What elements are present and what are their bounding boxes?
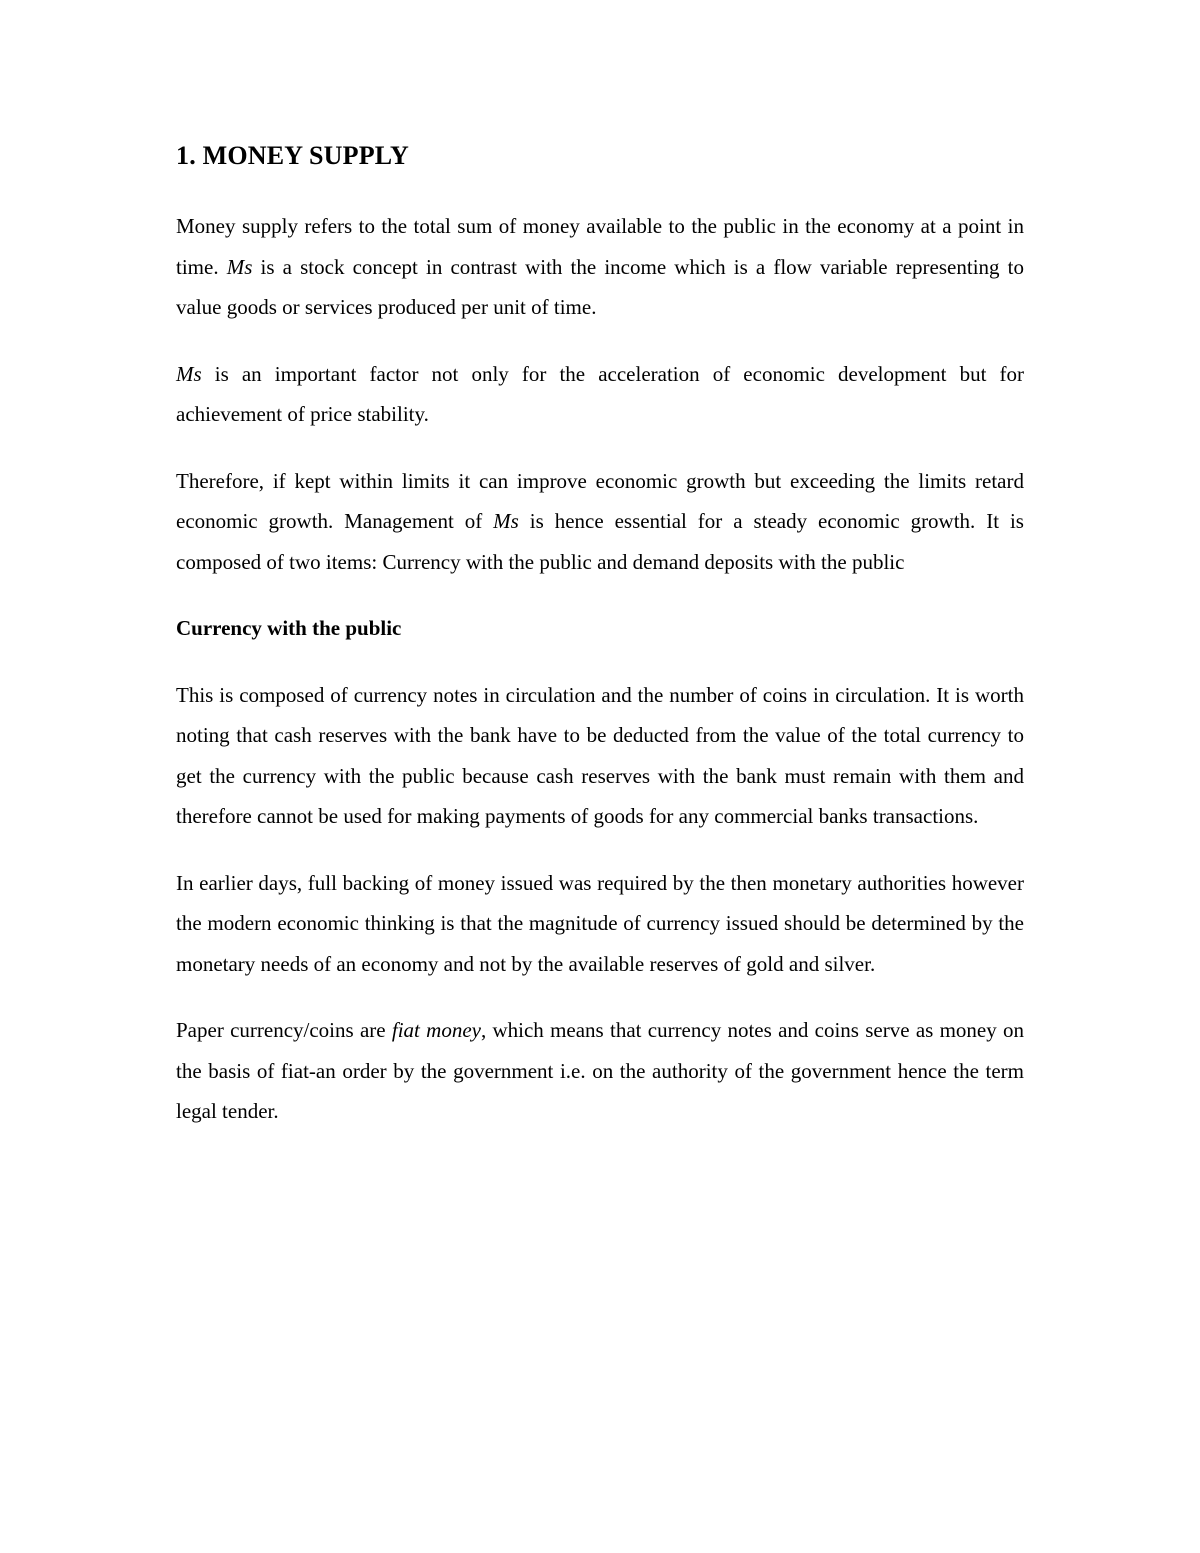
paragraph-definition	[176, 206, 1024, 328]
ms-term: Ms	[493, 509, 519, 533]
document-page	[176, 137, 1024, 1158]
section-heading: 1. MONEY SUPPLY	[176, 141, 409, 170]
paragraph-fiat-text-b: , which means that currency notes and coins serve as money on the basis of fiat-an order by the government i.e. on the authority of the government hence the term legal tender.	[176, 1018, 1025, 1123]
paragraph-fiat-text-a: Paper currency/coins are	[176, 1018, 392, 1042]
subheading-currency: Currency with the public	[176, 616, 402, 640]
paragraph-limits-text-b: is hence essential for a steady economic growth. It is composed of two items: Currency with the public and demand deposits with the public	[176, 509, 1024, 574]
ms-term: Ms	[226, 254, 253, 279]
paragraph-definition-text-a: Money supply refers to the total sum of money available to the public in the economy at a point in time.	[176, 214, 1024, 279]
paragraph-fiat	[176, 1010, 1024, 1132]
paragraph-limits-text-a: Therefore, if kept within limits it can improve economic growth but exceeding the limits retard economic growth. Management of	[176, 468, 1024, 533]
ms-term: Ms	[176, 361, 202, 386]
paragraph-importance-text: is an important factor not only for the acceleration of economic development but for achievement of price stability.	[176, 361, 1024, 426]
paragraph-importance	[176, 354, 1024, 435]
paragraph-currency: This is composed of currency notes in circulation and the number of coins in circulation. It is worth noting that cash reserves with the bank have to be deducted from the value of the total currency to get the currency with the public because cash reserves with the bank must remain with them and therefore cannot be used for making payments of goods for any commercial banks transactions.	[176, 682, 1024, 828]
paragraph-backing: In earlier days, full backing of money issued was required by the then monetary authorities however the modern economic thinking is that the magnitude of currency issued should be determined by the monetary needs of an economy and not by the available reserves of gold and silver.	[176, 870, 1024, 976]
paragraph-limits	[176, 461, 1024, 583]
fiat-money-term: fiat money	[391, 1018, 481, 1042]
paragraph-definition-text-b: is a stock concept in contrast with the income which is a flow variable representing to value goods or services produced per unit of time.	[176, 254, 1024, 319]
